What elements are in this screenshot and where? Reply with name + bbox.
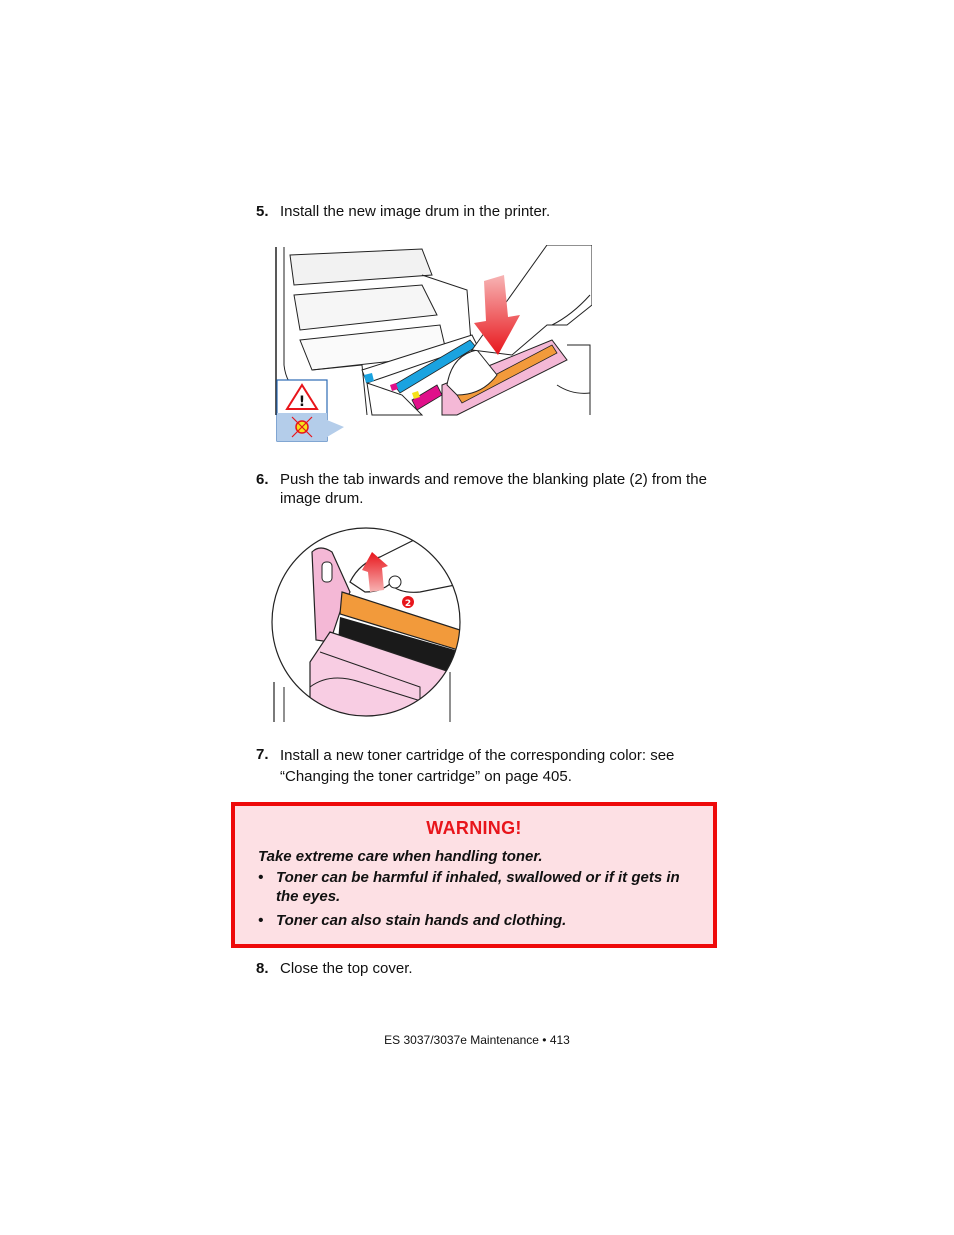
step-8	[256, 959, 726, 978]
step-text: Install the new image drum in the printer.	[280, 203, 551, 220]
callout-number: 2	[404, 599, 412, 609]
step-text: Push the tab inwards and remove the blanking plate (2) from the image drum.	[280, 471, 707, 507]
warning-box	[231, 802, 717, 948]
svg-text:!: !	[298, 394, 306, 410]
warning-bullet	[258, 911, 688, 930]
step-number: 8.	[256, 960, 269, 977]
bullet-symbol: •	[258, 869, 264, 886]
step-number: 7.	[256, 746, 269, 763]
remove-blanking-plate-illustration	[270, 522, 470, 734]
step-6	[256, 470, 726, 508]
bullet-symbol: •	[258, 912, 264, 929]
step-number: 6.	[256, 471, 269, 488]
bullet-text: Toner can be harmful if inhaled, swallowed or if it gets in the eyes.	[276, 869, 680, 905]
step-number: 5.	[256, 203, 269, 220]
step-7	[256, 745, 726, 787]
step-5	[256, 202, 726, 221]
step-text: Close the top cover.	[280, 960, 413, 977]
step-text: Install a new toner cartridge of the corresponding color: see “Changing the toner cartridge” on page 405.	[280, 747, 675, 785]
install-image-drum-illustration	[272, 245, 592, 445]
warning-title: WARNING!	[426, 818, 522, 838]
warning-bullet	[258, 868, 688, 906]
page-footer: ES 3037/3037e Maintenance • 413	[384, 1033, 570, 1047]
bullet-text: Toner can also stain hands and clothing.	[276, 912, 567, 929]
warning-intro: Take extreme care when handling toner.	[258, 848, 543, 865]
